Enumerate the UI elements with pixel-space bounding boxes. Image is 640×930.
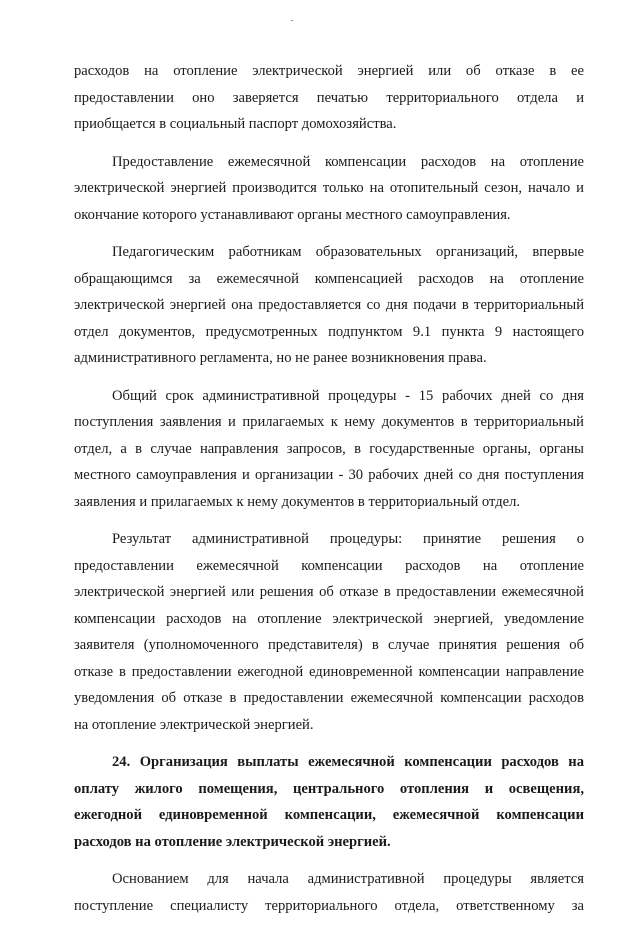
body-paragraph xyxy=(74,866,584,919)
text-line: уведомления об отказе в предоставлении ежемесячной компенсации расходов xyxy=(74,690,584,706)
body-paragraph xyxy=(74,383,584,516)
document-page xyxy=(74,58,584,930)
body-paragraph xyxy=(74,526,584,738)
text-line: административного регламента, но не ранее возникновения права. xyxy=(74,350,487,366)
text-line: Педагогическим работникам образовательных организаций, впервые xyxy=(112,244,584,260)
text-line: Результат административной процедуры: принятие решения о xyxy=(112,531,584,547)
section-heading xyxy=(74,749,584,855)
text-line: заявления и прилагаемых к нему документов в территориальный отдел. xyxy=(74,493,521,510)
text-line: заявителя (уполномоченного представителя) в случае принятия решения об xyxy=(74,637,584,653)
text-line: отдел, а в случае направления запросов, в государственные органы, органы xyxy=(74,440,584,457)
text-line: электрической энергией производится только на отопительный сезон, начало и xyxy=(74,180,584,196)
text-line: предоставлении оно заверяется печатью территориального отдела и xyxy=(74,89,584,106)
body-paragraph xyxy=(74,239,584,372)
text-line: поступления заявления и прилагаемых к нему документов в территориальный xyxy=(74,414,584,430)
text-line: отдел документов, предусмотренных подпунктом 9.1 пункта 9 настоящего xyxy=(74,323,584,340)
text-line: ежегодной единовременной компенсации, ежемесячной компенсации xyxy=(74,807,584,823)
text-line: электрической энергией или решения об отказе в предоставлении ежемесячной xyxy=(74,584,584,600)
text-line: 24. Организация выплаты ежемесячной компенсации расходов на xyxy=(112,754,584,770)
text-line: поступление специалисту территориального отдела, ответственному за xyxy=(74,897,584,914)
text-line: приобщается в социальный паспорт домохозяйства. xyxy=(74,116,397,132)
text-line: местного самоуправления и организации - 30 рабочих дней со дня поступления xyxy=(74,467,584,483)
text-line: оплату жилого помещения, центрального отопления и освещения, xyxy=(74,780,584,797)
text-line: обращающимся за ежемесячной компенсацией расходов на отопление xyxy=(74,270,584,287)
text-line: Основанием для начала административной процедуры является xyxy=(112,871,584,887)
text-line: компенсации расходов на отопление электрической энергией, уведомление xyxy=(74,610,584,627)
text-line: расходов на отопление электрической энергией или об отказе в ее xyxy=(74,63,584,79)
text-line: на отопление электрической энергией. xyxy=(74,716,314,733)
text-line: расходов на отопление электрической энергией. xyxy=(74,833,391,850)
scan-mark xyxy=(291,20,293,21)
text-line: предоставлении ежемесячной компенсации расходов на отопление xyxy=(74,557,584,574)
text-line: электрической энергией она предоставляется со дня подачи в территориальный xyxy=(74,297,584,313)
text-line: окончание которого устанавливают органы местного самоуправления. xyxy=(74,206,511,223)
text-line: отказе в предоставлении ежегодной единовременной компенсации направление xyxy=(74,663,584,680)
body-paragraph xyxy=(74,149,584,229)
body-paragraph xyxy=(74,58,584,138)
text-line: Предоставление ежемесячной компенсации расходов на отопление xyxy=(112,153,584,170)
text-line: Общий срок административной процедуры - 15 рабочих дней со дня xyxy=(112,387,584,404)
